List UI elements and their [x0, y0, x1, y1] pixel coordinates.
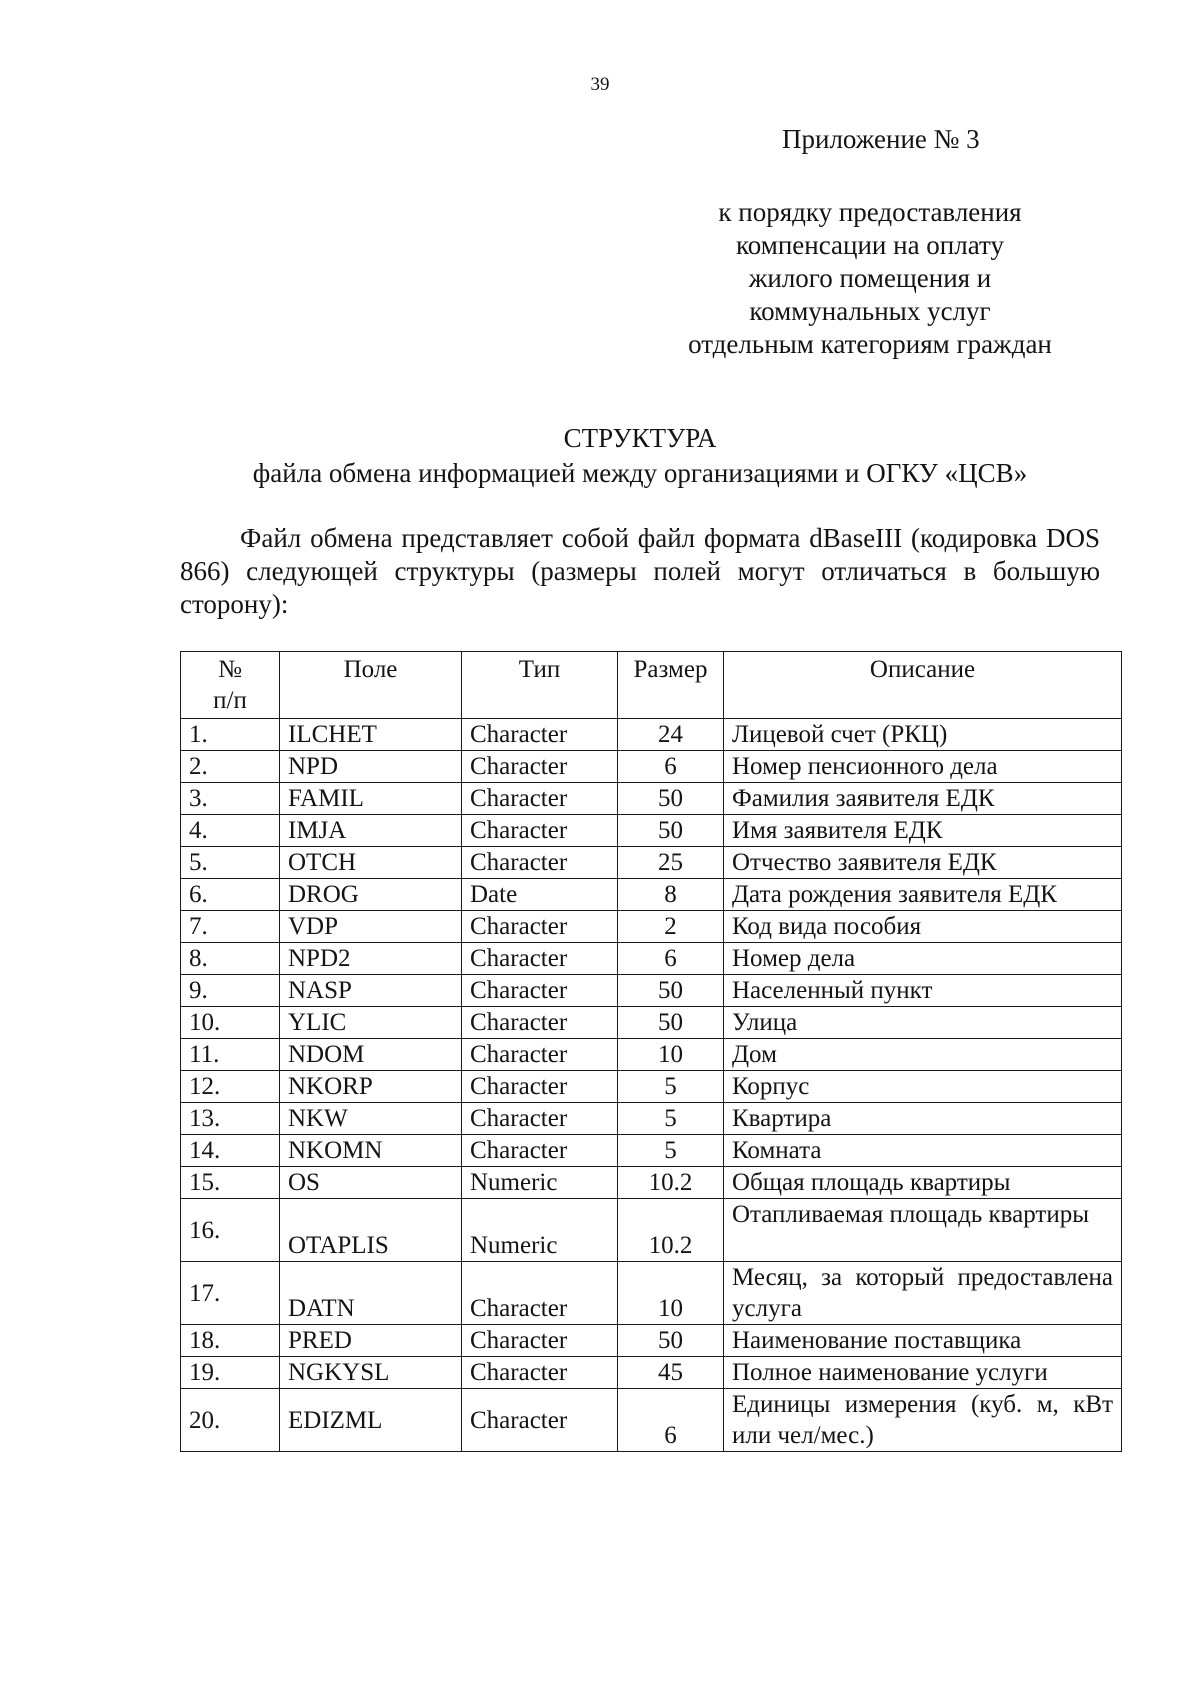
- table-row: [181, 1357, 1122, 1389]
- cell-num: 3.: [181, 783, 280, 815]
- cell-description: Месяц, за который предоставлена услуга: [724, 1262, 1122, 1325]
- cell-type: Character: [462, 847, 618, 879]
- cell-type: Character: [462, 1325, 618, 1357]
- cell-type: Character: [462, 1103, 618, 1135]
- cell-description: Населенный пункт: [724, 975, 1122, 1007]
- cell-field: NKW: [280, 1103, 462, 1135]
- cell-description: Дата рождения заявителя ЕДК: [724, 879, 1122, 911]
- table-row: [181, 1167, 1122, 1199]
- table-row: [181, 1199, 1122, 1262]
- cell-size: 50: [618, 975, 724, 1007]
- table-row: [181, 719, 1122, 751]
- document-heading: СТРУКТУРА: [563, 423, 717, 453]
- cell-size: 10.2: [618, 1199, 724, 1262]
- cell-type: Numeric: [462, 1167, 618, 1199]
- header-field: Поле: [280, 652, 462, 719]
- cell-description: Улица: [724, 1007, 1122, 1039]
- appendix-subtitle-line: к порядку предоставления: [718, 197, 1022, 227]
- cell-field: NPD: [280, 751, 462, 783]
- cell-size: 8: [618, 879, 724, 911]
- table-row: [181, 1103, 1122, 1135]
- cell-size: 10.2: [618, 1167, 724, 1199]
- cell-field: IMJA: [280, 815, 462, 847]
- cell-type: Numeric: [462, 1199, 618, 1262]
- cell-num: 14.: [181, 1135, 280, 1167]
- cell-type: Character: [462, 1262, 618, 1325]
- appendix-subtitle-line: коммунальных услуг: [749, 296, 991, 326]
- cell-size: 5: [618, 1103, 724, 1135]
- table-row: [181, 1007, 1122, 1039]
- cell-num: 13.: [181, 1103, 280, 1135]
- cell-description: Фамилия заявителя ЕДК: [724, 783, 1122, 815]
- appendix-subtitle-line: жилого помещения и: [748, 263, 992, 293]
- cell-field: DROG: [280, 879, 462, 911]
- cell-description: Полное наименование услуги: [724, 1357, 1122, 1389]
- intro-paragraph: Файл обмена представляет собой файл формата dBaseIII (кодировка DOS 866) следующей структуры (размеры полей могут отличаться в большую сторону):: [180, 523, 1100, 619]
- cell-field: NDOM: [280, 1039, 462, 1071]
- cell-type: Character: [462, 911, 618, 943]
- cell-num: 9.: [181, 975, 280, 1007]
- cell-size: 6: [618, 943, 724, 975]
- cell-num: 10.: [181, 1007, 280, 1039]
- cell-type: Character: [462, 1039, 618, 1071]
- cell-field: OTCH: [280, 847, 462, 879]
- cell-num: 15.: [181, 1167, 280, 1199]
- cell-size: 50: [618, 1325, 724, 1357]
- cell-description: Отчество заявителя ЕДК: [724, 847, 1122, 879]
- cell-num: 5.: [181, 847, 280, 879]
- cell-description: Лицевой счет (РКЦ): [724, 719, 1122, 751]
- header-size: Размер: [618, 652, 724, 719]
- page-number: 39: [590, 74, 610, 95]
- cell-size: 10: [618, 1262, 724, 1325]
- cell-field: EDIZML: [280, 1389, 462, 1452]
- cell-size: 6: [618, 751, 724, 783]
- cell-field: NPD2: [280, 943, 462, 975]
- table-row: [181, 975, 1122, 1007]
- header-num-line2: п/п: [213, 687, 247, 714]
- cell-num: 2.: [181, 751, 280, 783]
- cell-description: Отапливаемая площадь квартиры: [724, 1199, 1122, 1262]
- document-subheading: файла обмена информацией между организациями и ОГКУ «ЦСВ»: [252, 458, 1028, 488]
- cell-size: 10: [618, 1039, 724, 1071]
- cell-size: 24: [618, 719, 724, 751]
- header-num-line1: №: [218, 656, 242, 683]
- cell-num: 1.: [181, 719, 280, 751]
- cell-num: 7.: [181, 911, 280, 943]
- cell-type: Character: [462, 1071, 618, 1103]
- cell-field: NKORP: [280, 1071, 462, 1103]
- cell-field: NASP: [280, 975, 462, 1007]
- cell-field: OTAPLIS: [280, 1199, 462, 1262]
- cell-type: Date: [462, 879, 618, 911]
- table-row: [181, 1039, 1122, 1071]
- cell-type: Character: [462, 1389, 618, 1452]
- cell-type: Character: [462, 975, 618, 1007]
- cell-description: Номер дела: [724, 943, 1122, 975]
- cell-size: 45: [618, 1357, 724, 1389]
- table-row: [181, 1325, 1122, 1357]
- table-row: [181, 783, 1122, 815]
- table-row: [181, 1262, 1122, 1325]
- cell-field: PRED: [280, 1325, 462, 1357]
- cell-description: Общая площадь квартиры: [724, 1167, 1122, 1199]
- cell-num: 4.: [181, 815, 280, 847]
- structure-table: [180, 651, 1122, 1452]
- cell-type: Character: [462, 751, 618, 783]
- cell-num: 12.: [181, 1071, 280, 1103]
- table-row: [181, 751, 1122, 783]
- table-row: [181, 815, 1122, 847]
- cell-size: 25: [618, 847, 724, 879]
- cell-field: VDP: [280, 911, 462, 943]
- cell-field: YLIC: [280, 1007, 462, 1039]
- cell-num: 16.: [181, 1199, 280, 1262]
- cell-description: Имя заявителя ЕДК: [724, 815, 1122, 847]
- cell-type: Character: [462, 943, 618, 975]
- cell-type: Character: [462, 815, 618, 847]
- table-row: [181, 879, 1122, 911]
- cell-field: NGKYSL: [280, 1357, 462, 1389]
- table-row: [181, 847, 1122, 879]
- header-description: Описание: [724, 652, 1122, 719]
- cell-num: 6.: [181, 879, 280, 911]
- cell-field: NKOMN: [280, 1135, 462, 1167]
- cell-description: Комната: [724, 1135, 1122, 1167]
- table-row: [181, 911, 1122, 943]
- cell-description: Наименование поставщика: [724, 1325, 1122, 1357]
- table-row: [181, 943, 1122, 975]
- cell-type: Character: [462, 719, 618, 751]
- cell-size: 50: [618, 815, 724, 847]
- cell-field: ILCHET: [280, 719, 462, 751]
- cell-type: Character: [462, 783, 618, 815]
- cell-field: FAMIL: [280, 783, 462, 815]
- appendix-subtitle-line: компенсации на оплату: [736, 230, 1004, 260]
- table-row: [181, 1071, 1122, 1103]
- table-header-row: [181, 652, 1122, 719]
- cell-description: Корпус: [724, 1071, 1122, 1103]
- header-num: [181, 652, 280, 719]
- cell-type: Character: [462, 1007, 618, 1039]
- cell-size: 5: [618, 1071, 724, 1103]
- cell-type: Character: [462, 1357, 618, 1389]
- cell-size: 50: [618, 1007, 724, 1039]
- cell-field: DATN: [280, 1262, 462, 1325]
- cell-description: Дом: [724, 1039, 1122, 1071]
- table-row: [181, 1135, 1122, 1167]
- cell-description: Единицы измерения (куб. м, кВт или чел/мес.): [724, 1389, 1122, 1452]
- cell-num: 11.: [181, 1039, 280, 1071]
- cell-description: Квартира: [724, 1103, 1122, 1135]
- appendix-subtitle-line: отдельным категориям граждан: [688, 329, 1052, 359]
- appendix-label: Приложение № 3: [782, 124, 980, 154]
- cell-num: 18.: [181, 1325, 280, 1357]
- header-type: Тип: [462, 652, 618, 719]
- table-row: [181, 1389, 1122, 1452]
- cell-size: 50: [618, 783, 724, 815]
- cell-size: 2: [618, 911, 724, 943]
- cell-num: 8.: [181, 943, 280, 975]
- cell-field: OS: [280, 1167, 462, 1199]
- cell-description: Код вида пособия: [724, 911, 1122, 943]
- cell-description: Номер пенсионного дела: [724, 751, 1122, 783]
- cell-num: 19.: [181, 1357, 280, 1389]
- cell-type: Character: [462, 1135, 618, 1167]
- cell-size: 5: [618, 1135, 724, 1167]
- cell-num: 20.: [181, 1389, 280, 1452]
- appendix-subtitle: [640, 196, 1100, 361]
- cell-size: 6: [618, 1389, 724, 1452]
- cell-num: 17.: [181, 1262, 280, 1325]
